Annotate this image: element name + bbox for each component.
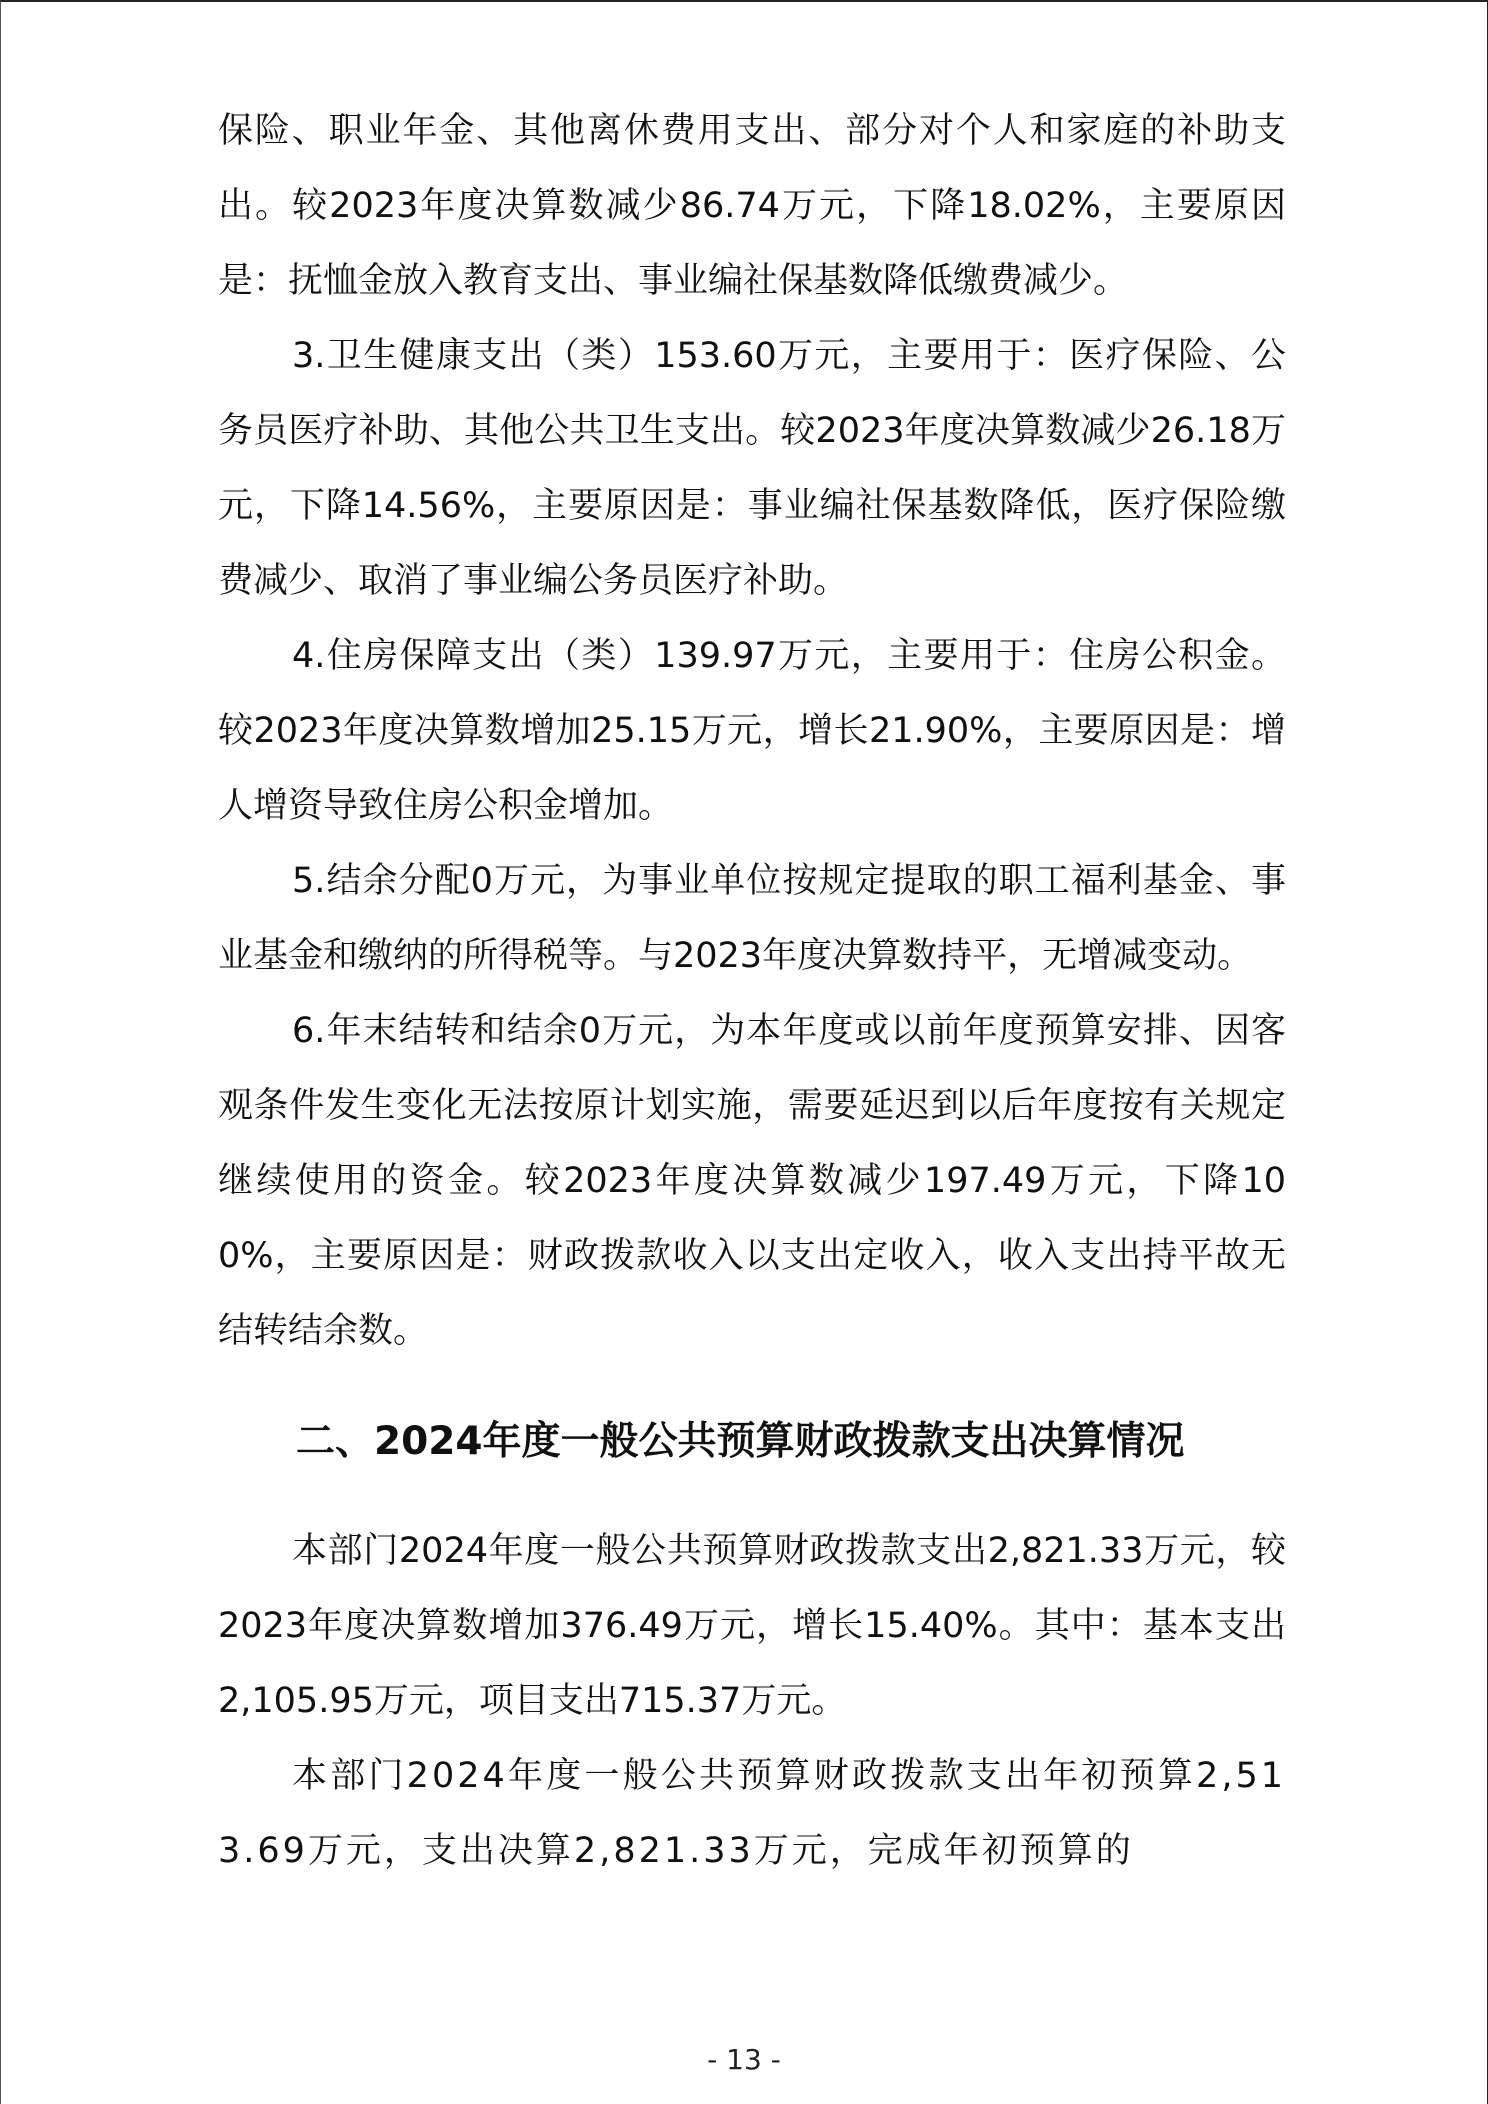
- page-number: - 13 -: [707, 2043, 781, 2076]
- section-heading: 二、2024年度一般公共预算财政拨款支出决算情况: [296, 1419, 1185, 1464]
- paragraph-housing-expenditure: 4.住房保障支出（类）139.97万元，主要用于：住房公积金。较2023年度决算数增加25.15万元，增长21.90%，主要原因是：增人增资导致住房公积金增加。: [218, 636, 1286, 826]
- document-body: [218, 94, 1286, 1889]
- paragraph-surplus-distribution: 5.结余分配0万元，为事业单位按规定提取的职工福利基金、事业基金和缴纳的所得税等。与2023年度决算数持平，无增减变动。: [218, 861, 1286, 976]
- paragraph-social-security-continuation: 保险、职业年金、其他离休费用支出、部分对个人和家庭的补助支出。较2023年度决算数减少86.74万元，下降18.02%，主要原因是：抚恤金放入教育支出、事业编社保基数降低缴费减少。: [218, 111, 1286, 301]
- paragraph-year-end-carryover: 6.年末结转和结余0万元，为本年度或以前年度预算安排、因客观条件发生变化无法按原计划实施，需要延迟到以后年度按有关规定继续使用的资金。较2023年度决算数减少197.49万元，下降100%，主要原因是：财政拨款收入以支出定收入，收入支出持平故无结转结余数。: [218, 1011, 1286, 1351]
- paragraph-health-expenditure: 3.卫生健康支出（类）153.60万元，主要用于：医疗保险、公务员医疗补助、其他公共卫生支出。较2023年度决算数减少26.18万元，下降14.56%，主要原因是：事业编社保基数降低，医疗保险缴费减少、取消了事业编公务员医疗补助。: [218, 336, 1286, 601]
- paragraph-budget-completion: 本部门2024年度一般公共预算财政拨款支出年初预算2,513.69万元，支出决算2,821.33万元，完成年初预算的: [218, 1756, 1286, 1871]
- paragraph-general-budget-expenditure: 本部门2024年度一般公共预算财政拨款支出2,821.33万元，较2023年度决算数增加376.49万元，增长15.40%。其中：基本支出2,105.95万元，项目支出715.37万元。: [218, 1531, 1286, 1721]
